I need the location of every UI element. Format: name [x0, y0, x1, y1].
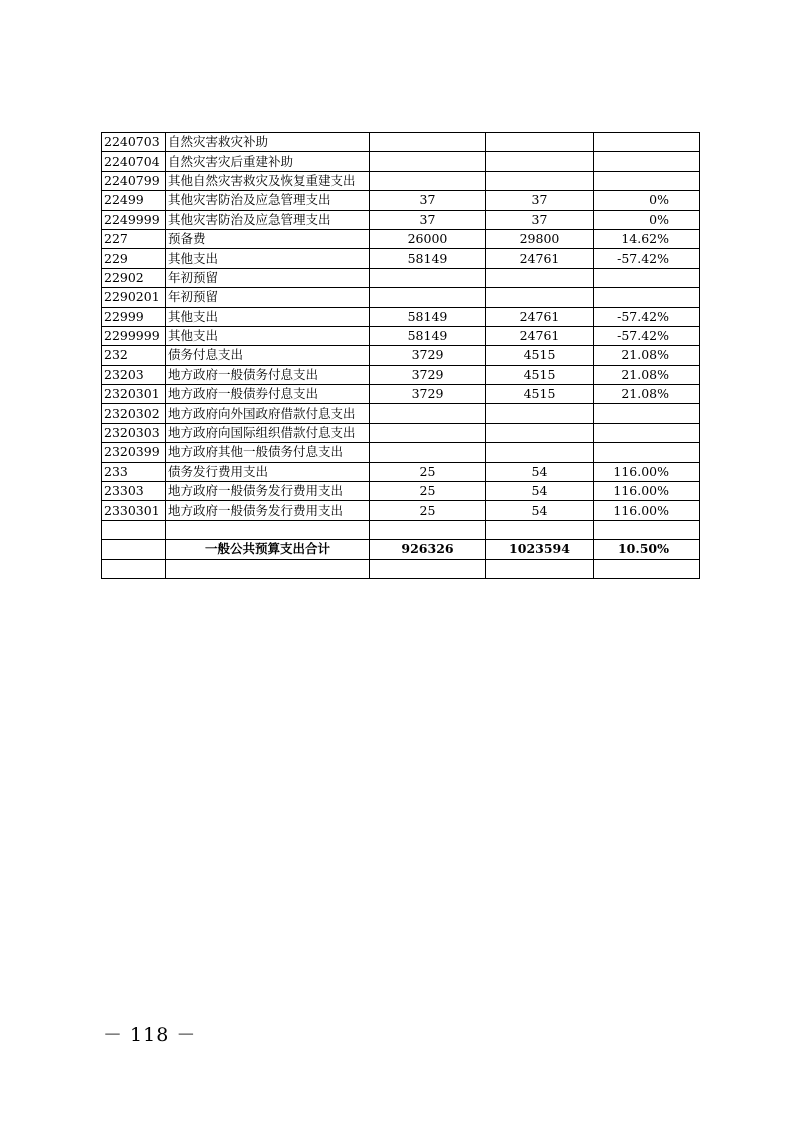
name-cell: 地方政府一般债务付息支出	[166, 365, 370, 384]
page-number: － 118 －	[103, 1024, 197, 1046]
code-cell: 22902	[102, 268, 166, 287]
value-cell: 3729	[370, 385, 486, 404]
name-cell: 其他灾害防治及应急管理支出	[166, 191, 370, 210]
value-cell: 58149	[370, 326, 486, 345]
percent-cell: -57.42%	[594, 307, 700, 326]
code-cell: 23303	[102, 482, 166, 501]
budget-expenditure-table	[101, 132, 700, 579]
value-cell: 37	[370, 191, 486, 210]
percent-cell	[594, 133, 700, 152]
code-cell: 2240704	[102, 152, 166, 171]
name-cell	[166, 520, 370, 539]
total-value-2: 1023594	[486, 540, 594, 559]
code-cell: 2320303	[102, 423, 166, 442]
table-body	[102, 133, 700, 579]
percent-cell	[594, 559, 700, 578]
table-row	[102, 171, 700, 190]
name-cell: 自然灾害灾后重建补助	[166, 152, 370, 171]
name-cell: 其他自然灾害救灾及恢复重建支出	[166, 171, 370, 190]
code-cell: 229	[102, 249, 166, 268]
percent-cell: 116.00%	[594, 482, 700, 501]
table-row	[102, 191, 700, 210]
table-row	[102, 365, 700, 384]
value-cell: 58149	[370, 307, 486, 326]
blank-row	[102, 559, 700, 578]
name-cell: 地方政府向国际组织借款付息支出	[166, 423, 370, 442]
value-cell: 25	[370, 462, 486, 481]
value-cell: 54	[486, 501, 594, 520]
value-cell	[486, 520, 594, 539]
value-cell: 4515	[486, 346, 594, 365]
value-cell: 29800	[486, 229, 594, 248]
value-cell	[486, 423, 594, 442]
value-cell: 54	[486, 462, 594, 481]
table-row	[102, 288, 700, 307]
value-cell	[486, 268, 594, 287]
code-cell: 23203	[102, 365, 166, 384]
percent-cell: -57.42%	[594, 249, 700, 268]
code-cell: 232	[102, 346, 166, 365]
name-cell: 债务付息支出	[166, 346, 370, 365]
value-cell: 26000	[370, 229, 486, 248]
value-cell	[370, 288, 486, 307]
table-row	[102, 346, 700, 365]
name-cell: 预备费	[166, 229, 370, 248]
value-cell: 37	[486, 191, 594, 210]
value-cell: 24761	[486, 326, 594, 345]
code-cell: 233	[102, 462, 166, 481]
table-row	[102, 404, 700, 423]
percent-cell: 0%	[594, 210, 700, 229]
percent-cell	[594, 268, 700, 287]
total-row	[102, 540, 700, 559]
value-cell: 58149	[370, 249, 486, 268]
value-cell: 25	[370, 501, 486, 520]
percent-cell: 116.00%	[594, 462, 700, 481]
table-row	[102, 133, 700, 152]
table-row	[102, 482, 700, 501]
table-row	[102, 423, 700, 442]
value-cell	[486, 404, 594, 423]
value-cell: 37	[370, 210, 486, 229]
value-cell	[370, 133, 486, 152]
total-label: 一般公共预算支出合计	[166, 540, 370, 559]
name-cell: 债务发行费用支出	[166, 462, 370, 481]
name-cell: 地方政府其他一般债务付息支出	[166, 443, 370, 462]
table-row	[102, 229, 700, 248]
value-cell	[370, 268, 486, 287]
name-cell: 年初预留	[166, 268, 370, 287]
value-cell	[486, 559, 594, 578]
value-cell	[370, 404, 486, 423]
total-code-cell	[102, 540, 166, 559]
value-cell	[486, 443, 594, 462]
percent-cell	[594, 423, 700, 442]
name-cell: 其他灾害防治及应急管理支出	[166, 210, 370, 229]
code-cell: 2330301	[102, 501, 166, 520]
name-cell	[166, 559, 370, 578]
percent-cell	[594, 288, 700, 307]
total-value-1: 926326	[370, 540, 486, 559]
value-cell	[370, 152, 486, 171]
value-cell	[486, 171, 594, 190]
table-row	[102, 307, 700, 326]
name-cell: 地方政府一般债务发行费用支出	[166, 482, 370, 501]
percent-cell	[594, 171, 700, 190]
percent-cell: 116.00%	[594, 501, 700, 520]
percent-cell: 21.08%	[594, 385, 700, 404]
name-cell: 地方政府向外国政府借款付息支出	[166, 404, 370, 423]
name-cell: 年初预留	[166, 288, 370, 307]
value-cell	[486, 133, 594, 152]
name-cell: 地方政府一般债务发行费用支出	[166, 501, 370, 520]
code-cell	[102, 559, 166, 578]
code-cell: 2249999	[102, 210, 166, 229]
table-row	[102, 268, 700, 287]
code-cell: 2240703	[102, 133, 166, 152]
percent-cell: -57.42%	[594, 326, 700, 345]
value-cell: 37	[486, 210, 594, 229]
code-cell: 2320399	[102, 443, 166, 462]
table-row	[102, 443, 700, 462]
value-cell: 4515	[486, 385, 594, 404]
name-cell: 其他支出	[166, 326, 370, 345]
percent-cell	[594, 443, 700, 462]
table-row	[102, 249, 700, 268]
table-row	[102, 462, 700, 481]
code-cell: 227	[102, 229, 166, 248]
value-cell	[370, 171, 486, 190]
table-row	[102, 501, 700, 520]
percent-cell: 21.08%	[594, 346, 700, 365]
percent-cell: 21.08%	[594, 365, 700, 384]
value-cell	[486, 152, 594, 171]
value-cell: 3729	[370, 365, 486, 384]
code-cell: 22499	[102, 191, 166, 210]
code-cell	[102, 520, 166, 539]
percent-cell	[594, 404, 700, 423]
table-row	[102, 152, 700, 171]
value-cell: 3729	[370, 346, 486, 365]
value-cell: 24761	[486, 307, 594, 326]
name-cell: 其他支出	[166, 249, 370, 268]
table-row	[102, 385, 700, 404]
percent-cell	[594, 152, 700, 171]
value-cell	[370, 423, 486, 442]
table-row	[102, 210, 700, 229]
blank-row	[102, 520, 700, 539]
percent-cell: 14.62%	[594, 229, 700, 248]
total-percent: 10.50%	[594, 540, 700, 559]
name-cell: 其他支出	[166, 307, 370, 326]
value-cell: 54	[486, 482, 594, 501]
value-cell	[370, 443, 486, 462]
value-cell	[370, 520, 486, 539]
value-cell	[370, 559, 486, 578]
code-cell: 2290201	[102, 288, 166, 307]
code-cell: 22999	[102, 307, 166, 326]
name-cell: 自然灾害救灾补助	[166, 133, 370, 152]
code-cell: 2299999	[102, 326, 166, 345]
percent-cell: 0%	[594, 191, 700, 210]
code-cell: 2320301	[102, 385, 166, 404]
table-row	[102, 326, 700, 345]
code-cell: 2320302	[102, 404, 166, 423]
name-cell: 地方政府一般债券付息支出	[166, 385, 370, 404]
code-cell: 2240799	[102, 171, 166, 190]
value-cell	[486, 288, 594, 307]
value-cell: 4515	[486, 365, 594, 384]
percent-cell	[594, 520, 700, 539]
value-cell: 25	[370, 482, 486, 501]
value-cell: 24761	[486, 249, 594, 268]
